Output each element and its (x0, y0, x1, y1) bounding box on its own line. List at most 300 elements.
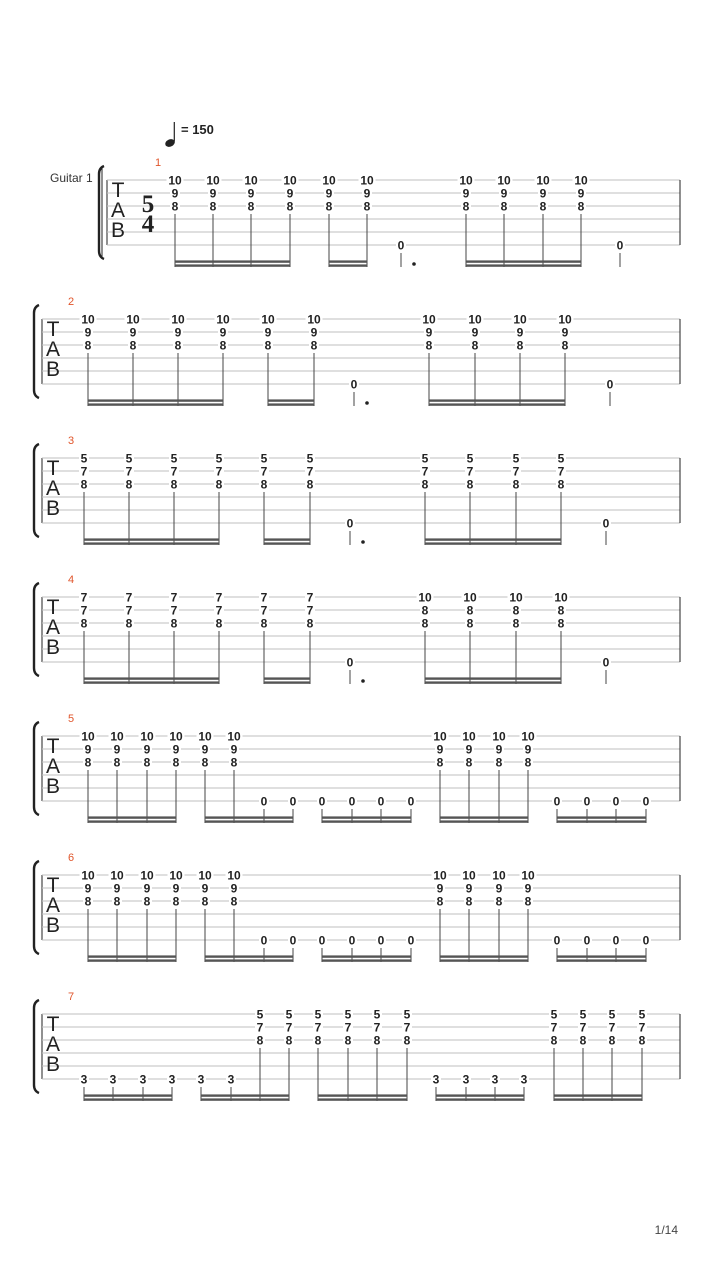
fret-number: 9 (171, 186, 179, 201)
tempo-text: = 150 (181, 122, 214, 137)
beam-primary (88, 403, 223, 405)
system-bracket (34, 444, 39, 537)
fret-number: 0 (602, 516, 610, 531)
fret-number: 9 (524, 742, 532, 757)
beam-secondary (205, 816, 293, 818)
fret-number: 7 (80, 590, 88, 605)
fret-number: 5 (550, 1007, 558, 1022)
fret-number: 9 (84, 325, 92, 340)
fret-number: 8 (230, 755, 238, 770)
fret-number: 10 (513, 312, 527, 327)
beam-secondary (557, 816, 646, 818)
fret-number: 8 (539, 199, 547, 214)
beam-primary (322, 820, 411, 822)
fret-number: 10 (433, 868, 447, 883)
fret-number: 8 (325, 199, 333, 214)
beam-secondary (264, 538, 310, 540)
rhythm-dot (361, 679, 365, 683)
beam-secondary (440, 816, 528, 818)
fret-number: 0 (377, 794, 385, 809)
fret-number: 10 (497, 173, 511, 188)
beam-primary (425, 542, 561, 544)
fret-number: 8 (500, 199, 508, 214)
tab-letter-t: T (46, 735, 60, 758)
beam-primary (554, 1098, 642, 1100)
fret-number: 8 (561, 338, 569, 353)
fret-number: 0 (346, 516, 354, 531)
fret-number: 3 (491, 1072, 499, 1087)
tempo-marking (164, 122, 214, 148)
fret-number: 3 (109, 1072, 117, 1087)
beam-primary (264, 681, 310, 683)
fret-number: 8 (466, 616, 474, 631)
fret-number: 8 (172, 755, 180, 770)
beam-secondary (425, 538, 561, 540)
fret-number: 10 (509, 590, 523, 605)
beam-primary (84, 542, 219, 544)
fret-number: 8 (436, 894, 444, 909)
fret-number: 9 (436, 742, 444, 757)
beam-secondary (201, 1094, 289, 1096)
fret-number: 5 (466, 451, 474, 466)
fret-number: 3 (462, 1072, 470, 1087)
fret-number: 10 (171, 312, 185, 327)
beam-secondary (88, 955, 176, 957)
fret-number: 10 (227, 868, 241, 883)
fret-number: 8 (373, 1033, 381, 1048)
tab-letter-b: B (45, 358, 61, 381)
beam-primary (466, 264, 581, 266)
fret-number: 7 (466, 464, 474, 479)
fret-number: 8 (466, 603, 474, 618)
fret-number: 5 (638, 1007, 646, 1022)
fret-number: 0 (260, 794, 268, 809)
system-bracket (34, 861, 39, 954)
fret-number: 8 (550, 1033, 558, 1048)
fret-number: 10 (140, 729, 154, 744)
fret-number: 7 (557, 464, 565, 479)
fret-number: 8 (465, 755, 473, 770)
beam-primary (88, 959, 176, 961)
rhythm-dot (412, 262, 416, 266)
fret-number: 10 (198, 868, 212, 883)
beam-secondary (557, 955, 646, 957)
fret-number: 7 (285, 1020, 293, 1035)
fret-number: 10 (169, 868, 183, 883)
fret-number: 7 (170, 590, 178, 605)
fret-number: 5 (373, 1007, 381, 1022)
fret-number: 10 (521, 868, 535, 883)
system-bracket (34, 583, 39, 676)
fret-number: 7 (170, 464, 178, 479)
fret-number: 9 (524, 881, 532, 896)
system-bracket (34, 1000, 39, 1093)
fret-number: 10 (322, 173, 336, 188)
fret-number: 8 (170, 616, 178, 631)
fret-number: 9 (174, 325, 182, 340)
fret-number: 10 (169, 729, 183, 744)
fret-number: 7 (344, 1020, 352, 1035)
fret-number: 10 (216, 312, 230, 327)
fret-number: 7 (579, 1020, 587, 1035)
fret-number: 7 (215, 590, 223, 605)
fret-number: 8 (363, 199, 371, 214)
fret-number: 8 (129, 338, 137, 353)
page-number: 1/14 (654, 1223, 678, 1237)
fret-number: 5 (579, 1007, 587, 1022)
beam-primary (440, 959, 528, 961)
fret-number: 5 (285, 1007, 293, 1022)
fret-number: 10 (422, 312, 436, 327)
tab-system-7 (34, 991, 680, 1101)
fret-number: 0 (602, 655, 610, 670)
fret-number: 10 (168, 173, 182, 188)
fret-number: 7 (125, 464, 133, 479)
measure-number: 6 (68, 852, 75, 864)
fret-number: 0 (350, 377, 358, 392)
measure-number: 3 (68, 435, 75, 447)
fret-number: 0 (612, 933, 620, 948)
fret-number: 8 (557, 603, 565, 618)
fret-number: 10 (206, 173, 220, 188)
fret-number: 8 (84, 755, 92, 770)
fret-number: 0 (606, 377, 614, 392)
measure-number: 5 (68, 713, 75, 725)
fret-number: 0 (318, 933, 326, 948)
time-signature-top: 5 (141, 191, 155, 218)
tab-system-4 (34, 574, 680, 684)
fret-number: 8 (260, 477, 268, 492)
fret-number: 8 (84, 338, 92, 353)
tab-letter-a: A (110, 199, 126, 222)
fret-number: 7 (550, 1020, 558, 1035)
fret-number: 9 (325, 186, 333, 201)
tab-letter-b: B (45, 636, 61, 659)
fret-number: 9 (516, 325, 524, 340)
fret-number: 8 (344, 1033, 352, 1048)
fret-number: 8 (80, 477, 88, 492)
fret-number: 9 (539, 186, 547, 201)
beam-secondary (440, 955, 528, 957)
fret-number: 0 (583, 933, 591, 948)
fret-number: 10 (462, 729, 476, 744)
fret-number: 9 (172, 881, 180, 896)
fret-number: 0 (377, 933, 385, 948)
beam-secondary (88, 399, 223, 401)
fret-number: 9 (465, 742, 473, 757)
fret-number: 9 (219, 325, 227, 340)
fret-number: 8 (608, 1033, 616, 1048)
fret-number: 3 (139, 1072, 147, 1087)
tab-letter-b: B (45, 914, 61, 937)
fret-number: 10 (521, 729, 535, 744)
fret-number: 8 (425, 338, 433, 353)
tab-letter-b: B (45, 775, 61, 798)
fret-number: 7 (260, 590, 268, 605)
fret-number: 5 (403, 1007, 411, 1022)
fret-number: 8 (84, 894, 92, 909)
tab-letter-t: T (111, 179, 125, 202)
fret-number: 9 (462, 186, 470, 201)
beam-secondary (264, 677, 310, 679)
fret-number: 10 (536, 173, 550, 188)
fret-number: 8 (264, 338, 272, 353)
fret-number: 9 (209, 186, 217, 201)
beam-secondary (84, 538, 219, 540)
fret-number: 9 (264, 325, 272, 340)
fret-number: 10 (227, 729, 241, 744)
beam-secondary (205, 955, 293, 957)
fret-number: 0 (348, 933, 356, 948)
beam-primary (205, 959, 293, 961)
fret-number: 9 (113, 881, 121, 896)
fret-number: 10 (140, 868, 154, 883)
fret-number: 10 (459, 173, 473, 188)
beam-primary (436, 1098, 524, 1100)
fret-number: 3 (227, 1072, 235, 1087)
fret-number: 9 (500, 186, 508, 201)
fret-number: 8 (174, 338, 182, 353)
fret-number: 8 (209, 199, 217, 214)
beam-primary (425, 681, 561, 683)
fret-number: 0 (642, 794, 650, 809)
beam-primary (175, 264, 290, 266)
fret-number: 10 (574, 173, 588, 188)
fret-number: 10 (492, 729, 506, 744)
measure-number: 7 (68, 991, 75, 1003)
fret-number: 8 (306, 477, 314, 492)
tab-letter-b: B (110, 219, 126, 242)
fret-number: 0 (407, 794, 415, 809)
fret-number: 8 (495, 755, 503, 770)
fret-number: 7 (638, 1020, 646, 1035)
fret-number: 8 (465, 894, 473, 909)
fret-number: 0 (289, 794, 297, 809)
fret-number: 8 (306, 616, 314, 631)
fret-number: 5 (421, 451, 429, 466)
fret-number: 7 (260, 603, 268, 618)
fret-number: 5 (260, 451, 268, 466)
fret-number: 0 (553, 794, 561, 809)
beam-secondary (436, 1094, 524, 1096)
fret-number: 5 (80, 451, 88, 466)
fret-number: 8 (171, 199, 179, 214)
fret-number: 9 (577, 186, 585, 201)
fret-number: 9 (84, 742, 92, 757)
fret-number: 8 (557, 477, 565, 492)
fret-number: 10 (554, 590, 568, 605)
fret-number: 8 (421, 603, 429, 618)
tab-letter-t: T (46, 596, 60, 619)
fret-number: 0 (289, 933, 297, 948)
fret-number: 9 (247, 186, 255, 201)
fret-number: 7 (421, 464, 429, 479)
fret-number: 8 (170, 477, 178, 492)
fret-number: 9 (495, 881, 503, 896)
fret-number: 10 (261, 312, 275, 327)
fret-number: 9 (436, 881, 444, 896)
beam-primary (318, 1098, 407, 1100)
fret-number: 0 (348, 794, 356, 809)
fret-number: 8 (512, 616, 520, 631)
beam-primary (201, 1098, 289, 1100)
fret-number: 7 (125, 590, 133, 605)
fret-number: 9 (495, 742, 503, 757)
fret-number: 8 (215, 477, 223, 492)
fret-number: 7 (125, 603, 133, 618)
beam-primary (84, 1098, 172, 1100)
fret-number: 10 (126, 312, 140, 327)
fret-number: 3 (197, 1072, 205, 1087)
fret-number: 5 (557, 451, 565, 466)
tab-letter-a: A (45, 894, 61, 917)
fret-number: 9 (201, 881, 209, 896)
tab-system-6 (34, 852, 680, 962)
fret-number: 5 (256, 1007, 264, 1022)
beam-primary (429, 403, 565, 405)
fret-number: 8 (524, 755, 532, 770)
system-bracket (34, 722, 39, 815)
fret-number: 5 (170, 451, 178, 466)
tab-system-5 (34, 713, 680, 823)
fret-number: 10 (462, 868, 476, 883)
fret-number: 0 (553, 933, 561, 948)
fret-number: 8 (80, 616, 88, 631)
beam-secondary (268, 399, 314, 401)
fret-number: 7 (373, 1020, 381, 1035)
fret-number: 7 (403, 1020, 411, 1035)
fret-number: 5 (215, 451, 223, 466)
beam-primary (84, 681, 219, 683)
beam-secondary (322, 816, 411, 818)
fret-number: 8 (579, 1033, 587, 1048)
fret-number: 8 (421, 477, 429, 492)
measure-number: 1 (155, 157, 162, 169)
fret-number: 5 (314, 1007, 322, 1022)
fret-number: 8 (286, 199, 294, 214)
beam-primary (329, 264, 367, 266)
fret-number: 8 (436, 755, 444, 770)
fret-number: 8 (471, 338, 479, 353)
fret-number: 8 (557, 616, 565, 631)
fret-number: 10 (492, 868, 506, 883)
fret-number: 9 (230, 742, 238, 757)
fret-number: 8 (260, 616, 268, 631)
fret-number: 10 (360, 173, 374, 188)
fret-number: 9 (286, 186, 294, 201)
beam-secondary (84, 677, 219, 679)
fret-number: 5 (344, 1007, 352, 1022)
tab-letter-t: T (46, 874, 60, 897)
fret-number: 9 (201, 742, 209, 757)
fret-number: 8 (421, 616, 429, 631)
tab-letter-t: T (46, 318, 60, 341)
beam-primary (557, 820, 646, 822)
tab-system-2 (34, 296, 680, 406)
fret-number: 9 (310, 325, 318, 340)
fret-number: 7 (608, 1020, 616, 1035)
fret-number: 7 (256, 1020, 264, 1035)
fret-number: 10 (81, 868, 95, 883)
beam-secondary (88, 816, 176, 818)
fret-number: 7 (314, 1020, 322, 1035)
fret-number: 8 (314, 1033, 322, 1048)
beam-secondary (175, 260, 290, 262)
fret-number: 10 (307, 312, 321, 327)
fret-number: 7 (215, 464, 223, 479)
quarter-note-icon (164, 122, 176, 148)
fret-number: 8 (172, 894, 180, 909)
beam-primary (440, 820, 528, 822)
beam-secondary (322, 955, 411, 957)
fret-number: 7 (80, 464, 88, 479)
fret-number: 5 (306, 451, 314, 466)
instrument-name: Guitar 1 (50, 171, 93, 185)
fret-number: 5 (512, 451, 520, 466)
fret-number: 10 (463, 590, 477, 605)
fret-number: 10 (244, 173, 258, 188)
fret-number: 9 (465, 881, 473, 896)
measure-number: 2 (68, 296, 75, 308)
fret-number: 8 (125, 616, 133, 631)
fret-number: 0 (318, 794, 326, 809)
beam-primary (557, 959, 646, 961)
fret-number: 0 (346, 655, 354, 670)
fret-number: 3 (520, 1072, 528, 1087)
beam-primary (322, 959, 411, 961)
tab-letter-a: A (45, 338, 61, 361)
fret-number: 5 (608, 1007, 616, 1022)
fret-number: 3 (432, 1072, 440, 1087)
tab-letter-t: T (46, 457, 60, 480)
tab-letter-t: T (46, 1013, 60, 1036)
fret-number: 0 (642, 933, 650, 948)
tab-system-3 (34, 435, 680, 545)
fret-number: 8 (230, 894, 238, 909)
beam-secondary (329, 260, 367, 262)
fret-number: 8 (219, 338, 227, 353)
fret-number: 8 (495, 894, 503, 909)
tab-letter-a: A (45, 1033, 61, 1056)
fret-number: 8 (524, 894, 532, 909)
beam-secondary (554, 1094, 642, 1096)
fret-number: 9 (471, 325, 479, 340)
fret-number: 0 (583, 794, 591, 809)
fret-number: 7 (306, 464, 314, 479)
beam-primary (88, 820, 176, 822)
fret-number: 8 (466, 477, 474, 492)
fret-number: 10 (110, 868, 124, 883)
fret-number: 7 (306, 603, 314, 618)
beam-primary (268, 403, 314, 405)
rhythm-dot (365, 401, 369, 405)
fret-number: 8 (512, 477, 520, 492)
fret-number: 9 (113, 742, 121, 757)
fret-number: 9 (363, 186, 371, 201)
fret-number: 3 (80, 1072, 88, 1087)
fret-number: 10 (198, 729, 212, 744)
fret-number: 7 (215, 603, 223, 618)
fret-number: 8 (215, 616, 223, 631)
fret-number: 10 (283, 173, 297, 188)
fret-number: 8 (577, 199, 585, 214)
fret-number: 7 (512, 464, 520, 479)
beam-secondary (429, 399, 565, 401)
fret-number: 8 (113, 894, 121, 909)
fret-number: 8 (201, 755, 209, 770)
fret-number: 5 (125, 451, 133, 466)
beam-secondary (466, 260, 581, 262)
